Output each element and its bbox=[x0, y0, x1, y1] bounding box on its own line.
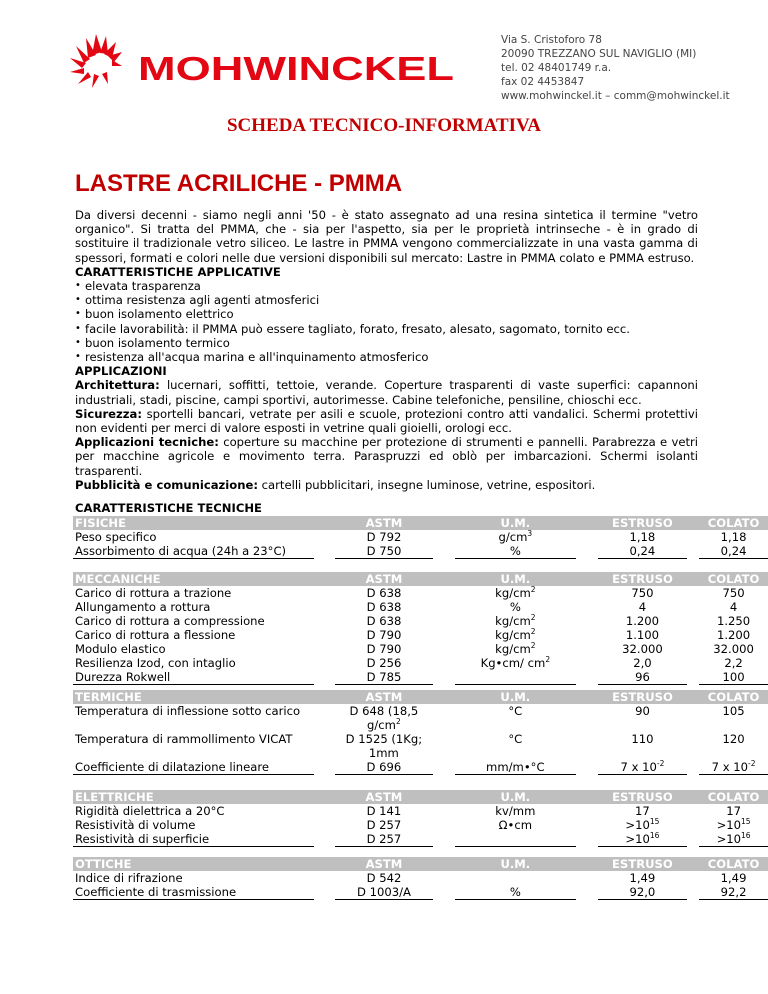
column-gap bbox=[687, 656, 699, 670]
document-body bbox=[75, 208, 698, 492]
property-cell: Temperatura di inflessione sotto carico bbox=[75, 704, 301, 718]
property-cell: Temperatura di rammollimento VICAT bbox=[75, 732, 293, 746]
astm-cell: D 141 bbox=[366, 804, 402, 818]
estruso-cell: 2,0 bbox=[633, 656, 652, 670]
header-cell: ESTRUSO bbox=[598, 572, 688, 586]
property-cell: Coefficiente di trasmissione bbox=[73, 885, 314, 900]
column-gap bbox=[687, 530, 699, 544]
column-gap bbox=[314, 600, 335, 614]
column-gap bbox=[433, 732, 455, 760]
application-paragraph bbox=[75, 407, 698, 435]
astm-cell: D 790 bbox=[366, 642, 402, 656]
estruso-cell: 92,0 bbox=[598, 885, 688, 900]
colato-cell: 32.000 bbox=[713, 642, 754, 656]
estruso-cell: 1.200 bbox=[625, 614, 660, 628]
column-gap bbox=[687, 670, 699, 685]
header-cell: ASTM bbox=[335, 857, 433, 871]
unit-cell: kv/mm bbox=[495, 804, 536, 818]
table-row bbox=[73, 642, 768, 656]
column-gap bbox=[576, 614, 598, 628]
table-header-row bbox=[73, 857, 768, 871]
column-gap bbox=[433, 871, 455, 885]
column-gap bbox=[576, 656, 598, 670]
column-gap bbox=[576, 760, 598, 775]
property-cell: Modulo elastico bbox=[75, 642, 166, 656]
astm-cell: D 648 (18,5 $g/cm^2$ bbox=[349, 704, 419, 732]
column-gap bbox=[314, 871, 335, 885]
property-cell: Resistività di superficie bbox=[73, 832, 314, 847]
colato-cell: 0,24 bbox=[699, 544, 768, 559]
list-item: • facile lavorabilità: il PMMA può essere tagliato, forato, fresato, alesato, sagomato, tornito ecc. bbox=[75, 322, 698, 336]
address-line: tel. 02 48401749 r.a. bbox=[501, 62, 612, 74]
column-gap bbox=[314, 804, 335, 818]
column-gap bbox=[433, 614, 455, 628]
estruso-cell: 4 bbox=[638, 600, 647, 614]
column-gap bbox=[314, 628, 335, 642]
column-gap bbox=[576, 704, 598, 732]
unit-cell: °C bbox=[508, 732, 523, 746]
mohwinckel-logo bbox=[66, 32, 456, 88]
application-paragraph bbox=[75, 435, 698, 478]
property-cell: Peso specifico bbox=[75, 530, 157, 544]
header-cell: MECCANICHE bbox=[73, 572, 314, 586]
estruso-cell: 110 bbox=[631, 732, 654, 746]
application-label: Architettura: bbox=[75, 378, 160, 393]
application-text: lucernari, soffitti, tettoie, verande. Coperture trasparenti di vaste superfici: capannoni industriali, stadi, piscine, campi sportivi, autorimesse. Cabine telefoniche, pensiline, chioschi ecc. bbox=[75, 378, 698, 407]
header-cell: ASTM bbox=[335, 790, 433, 804]
colato-cell: $>10^{16}$ bbox=[699, 832, 768, 847]
column-gap bbox=[314, 690, 335, 704]
unit-cell bbox=[455, 670, 576, 685]
colato-cell: 1,18 bbox=[720, 530, 747, 544]
table-row bbox=[73, 530, 768, 544]
application-label: Pubblicità e comunicazione: bbox=[75, 477, 258, 492]
unit-cell bbox=[455, 832, 576, 847]
property-cell: Carico di rottura a trazione bbox=[75, 586, 232, 600]
astm-cell: D 785 bbox=[335, 670, 433, 685]
unit-cell: % bbox=[455, 544, 576, 559]
column-gap bbox=[433, 804, 455, 818]
column-gap bbox=[433, 530, 455, 544]
colato-cell: 750 bbox=[722, 586, 745, 600]
superscript: 2 bbox=[530, 627, 536, 636]
application-label: Applicazioni tecniche: bbox=[75, 435, 219, 450]
column-gap bbox=[687, 690, 699, 704]
column-gap bbox=[433, 818, 455, 832]
colato-cell: 105 bbox=[722, 704, 745, 718]
list-item: • elevata trasparenza bbox=[75, 279, 698, 293]
application-label: Sicurezza: bbox=[75, 406, 142, 421]
superscript: 15 bbox=[649, 817, 660, 826]
column-gap bbox=[687, 614, 699, 628]
header-cell: U.M. bbox=[455, 690, 576, 704]
unit-cell bbox=[455, 871, 576, 885]
column-gap bbox=[314, 760, 335, 775]
unit-cell: $kg/cm^2$ bbox=[495, 641, 536, 656]
column-gap bbox=[687, 732, 699, 760]
column-gap bbox=[576, 804, 598, 818]
logo-wordmark: MOHWINCKEL bbox=[138, 50, 454, 87]
column-gap bbox=[687, 628, 699, 642]
column-gap bbox=[576, 871, 598, 885]
table-header-row bbox=[73, 572, 768, 586]
superscript: 2 bbox=[530, 585, 536, 594]
column-gap bbox=[687, 544, 699, 559]
colato-cell: $>10^{15}$ bbox=[716, 817, 751, 832]
column-gap bbox=[433, 516, 455, 530]
header-cell: ASTM bbox=[335, 690, 433, 704]
column-gap bbox=[576, 670, 598, 685]
estruso-cell: 1.100 bbox=[625, 628, 660, 642]
spec-table bbox=[73, 572, 768, 685]
table-row bbox=[73, 656, 768, 670]
column-gap bbox=[314, 790, 335, 804]
header-cell: COLATO bbox=[699, 857, 768, 871]
spec-table bbox=[73, 690, 768, 775]
astm-cell: D 792 bbox=[366, 530, 402, 544]
table-header-row bbox=[73, 690, 768, 704]
header-cell: ELETTRICHE bbox=[73, 790, 314, 804]
table-row bbox=[73, 732, 768, 760]
spec-table bbox=[73, 857, 768, 900]
unit-cell: mm/m•°C bbox=[455, 760, 576, 775]
astm-cell: D 790 bbox=[366, 628, 402, 642]
application-text: coperture su macchine per protezione di strumenti e pannelli. Parabrezza e vetri per macchine agricole e movimento terra. Paraspruzzi ed oblò per imbarcazioni. Schermi isolanti trasparenti. bbox=[75, 435, 698, 478]
column-gap bbox=[687, 516, 699, 530]
column-gap bbox=[314, 818, 335, 832]
document-title: LASTRE ACRILICHE - PMMA bbox=[75, 170, 403, 197]
table-row bbox=[73, 544, 768, 559]
property-cell: Resistività di volume bbox=[75, 818, 196, 832]
astm-cell: D 257 bbox=[366, 818, 402, 832]
superscript: 15 bbox=[741, 817, 751, 826]
table-row bbox=[73, 670, 768, 685]
astm-cell: D 542 bbox=[366, 871, 402, 885]
column-gap bbox=[576, 832, 598, 847]
column-gap bbox=[687, 704, 699, 732]
address-line: www.mohwinckel.it – comm@mohwinckel.it bbox=[501, 90, 730, 102]
superscript: 16 bbox=[649, 831, 660, 840]
table-row bbox=[73, 614, 768, 628]
column-gap bbox=[314, 732, 335, 760]
header-cell: OTTICHE bbox=[73, 857, 314, 871]
colato-cell: 1.200 bbox=[716, 628, 751, 642]
column-gap bbox=[576, 690, 598, 704]
column-gap bbox=[687, 600, 699, 614]
header-cell: COLATO bbox=[699, 572, 768, 586]
spec-table bbox=[73, 790, 768, 847]
unit-cell: % bbox=[509, 600, 521, 614]
superscript: 2 bbox=[530, 613, 536, 622]
column-gap bbox=[433, 600, 455, 614]
column-gap bbox=[314, 516, 335, 530]
column-gap bbox=[687, 857, 699, 871]
application-paragraph bbox=[75, 378, 698, 406]
column-gap bbox=[687, 790, 699, 804]
header-cell: U.M. bbox=[455, 572, 576, 586]
header-cell: TERMICHE bbox=[73, 690, 314, 704]
column-gap bbox=[687, 642, 699, 656]
address-line: Via S. Cristoforo 78 bbox=[501, 34, 602, 46]
column-gap bbox=[576, 544, 598, 559]
table-row bbox=[73, 818, 768, 832]
column-gap bbox=[687, 586, 699, 600]
header-cell: COLATO bbox=[699, 690, 768, 704]
column-gap bbox=[687, 572, 699, 586]
column-gap bbox=[433, 586, 455, 600]
column-gap bbox=[314, 885, 335, 900]
estruso-cell: 1,18 bbox=[629, 530, 656, 544]
column-gap bbox=[433, 656, 455, 670]
superscript: -2 bbox=[748, 759, 756, 768]
applications-heading: APPLICAZIONI bbox=[75, 364, 167, 379]
unit-cell: Kg•cm/ $cm^2$ bbox=[480, 655, 551, 670]
estruso-cell: 90 bbox=[635, 704, 650, 718]
astm-cell: D 750 bbox=[335, 544, 433, 559]
application-text: cartelli pubblicitari, insegne luminose, vetrine, espositori. bbox=[257, 477, 596, 492]
column-gap bbox=[314, 614, 335, 628]
estruso-cell: 96 bbox=[598, 670, 688, 685]
column-gap bbox=[433, 544, 455, 559]
column-gap bbox=[576, 885, 598, 900]
column-gap bbox=[433, 690, 455, 704]
superscript: 2 bbox=[395, 717, 401, 726]
column-gap bbox=[433, 670, 455, 685]
column-gap bbox=[576, 572, 598, 586]
column-gap bbox=[314, 656, 335, 670]
column-gap bbox=[314, 530, 335, 544]
applicative-heading: CARATTERISTICHE APPLICATIVE bbox=[75, 264, 281, 279]
column-gap bbox=[576, 790, 598, 804]
column-gap bbox=[433, 832, 455, 847]
column-gap bbox=[576, 600, 598, 614]
column-gap bbox=[314, 857, 335, 871]
header-cell: ASTM bbox=[335, 572, 433, 586]
brand-mark-icon bbox=[70, 34, 122, 88]
astm-cell: D 638 bbox=[366, 614, 402, 628]
header-cell: ESTRUSO bbox=[598, 790, 688, 804]
intro-paragraph: Da diversi decenni - siamo negli anni '50 - è stato assegnato ad una resina sintetica il termine "vetro organico". Si tratta del PMMA, che - sia per l'aspetto, sia per le proprietà intrinseche - è in grado di sostituire il tradizionale vetro siliceo. Le lastre in PMMA vengono commercializzate in una vasta gamma di spessori, formati e colori nelle due versioni disponibili sul mercato: Lastre in PMMA colato e PMMA estruso. bbox=[75, 208, 698, 265]
address-line: 20090 TREZZANO SUL NAVIGLIO (MI) bbox=[501, 48, 697, 60]
column-gap bbox=[433, 704, 455, 732]
application-text: sportelli bancari, vetrate per asili e scuole, protezioni contro atti vandalici. Schermi protettivi non evidenti per merci di valore esposti in vetrine quali gioielli, orologi ecc. bbox=[75, 406, 698, 436]
table-row bbox=[73, 804, 768, 818]
table-row bbox=[73, 871, 768, 885]
column-gap bbox=[576, 586, 598, 600]
superscript: -2 bbox=[656, 759, 665, 768]
property-cell: Resilienza Izod, con intaglio bbox=[75, 656, 236, 670]
colato-cell: 100 bbox=[699, 670, 768, 685]
astm-cell: D 638 bbox=[366, 586, 402, 600]
column-gap bbox=[433, 642, 455, 656]
table-header-row bbox=[73, 516, 768, 530]
header-cell: ESTRUSO bbox=[598, 690, 688, 704]
column-gap bbox=[433, 790, 455, 804]
table-row bbox=[73, 760, 768, 775]
column-gap bbox=[433, 857, 455, 871]
header-cell: U.M. bbox=[455, 516, 576, 530]
table-row bbox=[73, 600, 768, 614]
tech-heading: CARATTERISTICHE TECNICHE bbox=[75, 501, 262, 515]
column-gap bbox=[576, 857, 598, 871]
column-gap bbox=[433, 572, 455, 586]
astm-cell: D 256 bbox=[366, 656, 402, 670]
estruso-cell: 17 bbox=[635, 804, 650, 818]
estruso-cell: 750 bbox=[631, 586, 654, 600]
astm-cell: D 1525 (1Kg; 1mm bbox=[345, 732, 423, 760]
company-address bbox=[501, 33, 730, 103]
column-gap bbox=[687, 818, 699, 832]
colato-cell: 92,2 bbox=[699, 885, 768, 900]
list-item: • buon isolamento elettrico bbox=[75, 307, 698, 321]
column-gap bbox=[687, 804, 699, 818]
list-item: • resistenza all'acqua marina e all'inquinamento atmosferico bbox=[75, 350, 698, 364]
header-cell: U.M. bbox=[455, 857, 576, 871]
spec-table bbox=[73, 516, 768, 559]
column-gap bbox=[314, 586, 335, 600]
list-item: • ottima resistenza agli agenti atmosferici bbox=[75, 293, 698, 307]
astm-cell: D 638 bbox=[366, 600, 402, 614]
column-gap bbox=[576, 642, 598, 656]
colato-cell: 120 bbox=[722, 732, 745, 746]
estruso-cell: 0,24 bbox=[598, 544, 688, 559]
header-cell: COLATO bbox=[699, 516, 768, 530]
colato-cell: 17 bbox=[726, 804, 741, 818]
property-cell: Indice di rifrazione bbox=[75, 871, 183, 885]
table-row bbox=[73, 704, 768, 732]
colato-cell: 2,2 bbox=[724, 656, 743, 670]
colato-cell: 4 bbox=[729, 600, 738, 614]
address-line: fax 02 4453847 bbox=[501, 76, 585, 88]
header-cell: U.M. bbox=[455, 790, 576, 804]
column-gap bbox=[687, 832, 699, 847]
header-cell: ASTM bbox=[335, 516, 433, 530]
header-cell: ESTRUSO bbox=[598, 516, 688, 530]
superscript: 2 bbox=[530, 641, 536, 650]
estruso-cell: $>10^{16}$ bbox=[598, 832, 688, 847]
column-gap bbox=[576, 818, 598, 832]
column-gap bbox=[314, 572, 335, 586]
table-row bbox=[73, 628, 768, 642]
superscript: 2 bbox=[545, 655, 551, 664]
estruso-cell: 1,49 bbox=[629, 871, 656, 885]
column-gap bbox=[687, 760, 699, 775]
application-paragraph bbox=[75, 478, 698, 492]
unit-cell: $kg/cm^2$ bbox=[495, 585, 536, 600]
property-cell: Coefficiente di dilatazione lineare bbox=[73, 760, 314, 775]
unit-cell: $kg/cm^2$ bbox=[495, 613, 536, 628]
unit-cell: $g/cm^3$ bbox=[498, 529, 533, 544]
estruso-cell: $>10^{15}$ bbox=[625, 817, 660, 832]
unit-cell: $kg/cm^2$ bbox=[495, 627, 536, 642]
column-gap bbox=[576, 732, 598, 760]
column-gap bbox=[687, 885, 699, 900]
header-cell: ESTRUSO bbox=[598, 857, 688, 871]
estruso-cell: 32.000 bbox=[622, 642, 663, 656]
property-cell: Assorbimento di acqua (24h a 23°C) bbox=[73, 544, 314, 559]
header-cell: FISICHE bbox=[73, 516, 314, 530]
column-gap bbox=[576, 628, 598, 642]
table-header-row bbox=[73, 790, 768, 804]
property-cell: Rigidità dielettrica a 20°C bbox=[75, 804, 225, 818]
astm-cell: D 696 bbox=[335, 760, 433, 775]
list-item: • buon isolamento termico bbox=[75, 336, 698, 350]
astm-cell: D 1003/A bbox=[335, 885, 433, 900]
table-row bbox=[73, 586, 768, 600]
superscript: 3 bbox=[527, 529, 533, 538]
column-gap bbox=[433, 628, 455, 642]
column-gap bbox=[433, 760, 455, 775]
column-gap bbox=[576, 516, 598, 530]
document-subtitle: SCHEDA TECNICO-INFORMATIVA bbox=[226, 115, 542, 136]
column-gap bbox=[576, 530, 598, 544]
column-gap bbox=[314, 704, 335, 732]
column-gap bbox=[687, 871, 699, 885]
colato-cell: 1.250 bbox=[716, 614, 751, 628]
column-gap bbox=[314, 832, 335, 847]
unit-cell: Ω•cm bbox=[498, 818, 533, 832]
property-cell: Carico di rottura a flessione bbox=[75, 628, 236, 642]
unit-cell: °C bbox=[508, 704, 523, 718]
header-cell: COLATO bbox=[699, 790, 768, 804]
table-row bbox=[73, 885, 768, 900]
column-gap bbox=[433, 885, 455, 900]
table-row bbox=[73, 832, 768, 847]
column-gap bbox=[314, 642, 335, 656]
property-cell: Allungamento a rottura bbox=[75, 600, 211, 614]
astm-cell: D 257 bbox=[335, 832, 433, 847]
colato-cell: 7 x $10^{-2}$ bbox=[699, 760, 768, 775]
estruso-cell: 7 x $10^{-2}$ bbox=[598, 760, 688, 775]
column-gap bbox=[314, 670, 335, 685]
property-cell: Carico di rottura a compressione bbox=[75, 614, 265, 628]
column-gap bbox=[314, 544, 335, 559]
colato-cell: 1,49 bbox=[720, 871, 747, 885]
property-cell: Durezza Rokwell bbox=[73, 670, 314, 685]
superscript: 16 bbox=[741, 831, 751, 840]
applicative-list bbox=[75, 279, 698, 364]
unit-cell: % bbox=[455, 885, 576, 900]
